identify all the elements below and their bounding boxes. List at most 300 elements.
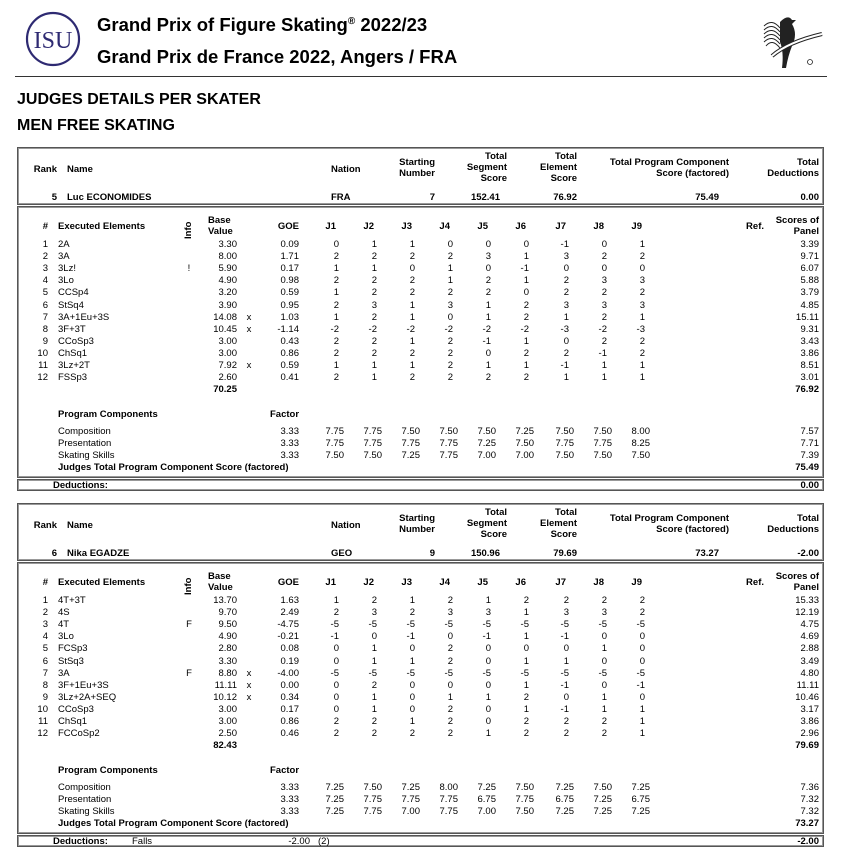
- judge-goe: 1: [447, 275, 453, 287]
- judge-goe: 3: [563, 607, 569, 619]
- bonus-marker: x: [246, 667, 252, 679]
- judge-component-score: 7.75: [439, 794, 458, 805]
- judge-goe: 2: [333, 347, 339, 359]
- judge-goe: -5: [482, 667, 491, 679]
- judge-goe: 0: [447, 679, 453, 691]
- elements-box: [17, 562, 824, 834]
- element-number: 10: [37, 347, 48, 359]
- number-header: Number: [399, 168, 435, 179]
- goe-value: -0.21: [277, 631, 299, 643]
- grand-prix-de-france-logo: [758, 12, 828, 74]
- judge-goe: 2: [333, 372, 339, 384]
- element-number: 2: [42, 251, 48, 263]
- element-code: FCSp3: [58, 643, 88, 655]
- judge-goe: -1: [560, 239, 569, 250]
- judge-header-6: J6: [515, 221, 526, 232]
- bonus-marker: x: [246, 311, 252, 323]
- judge-component-score: 7.50: [593, 782, 612, 793]
- judge-goe: 2: [601, 251, 607, 263]
- panel-score: 5.88: [800, 275, 819, 287]
- tpcs-header-2: Score (factored): [656, 168, 729, 179]
- judge-goe: 2: [601, 311, 607, 323]
- ref-header: Ref.: [746, 577, 764, 588]
- skater-rank: 5: [51, 192, 57, 203]
- judge-goe: 2: [563, 716, 569, 727]
- judge-component-score: 7.25: [325, 794, 344, 805]
- judge-goe: 0: [333, 655, 339, 667]
- judge-goe: 2: [333, 275, 339, 287]
- judge-goe: 1: [485, 691, 491, 703]
- judge-goe: 0: [447, 311, 453, 323]
- judge-goe: 0: [639, 655, 645, 667]
- judge-header-2: J2: [363, 221, 374, 232]
- judge-header-4: J4: [439, 577, 450, 588]
- judge-goe: 0: [601, 679, 607, 691]
- judge-component-score: 7.50: [363, 450, 382, 461]
- judge-component-score: 7.75: [325, 426, 344, 437]
- judges-total-pcs-label: Judges Total Program Component Score (factored): [58, 462, 289, 473]
- panel-score: 2.96: [800, 728, 819, 740]
- element-number: 3: [42, 619, 48, 631]
- component-factor: 3.33: [280, 450, 299, 461]
- segment-total-header: Total: [485, 507, 507, 518]
- judge-goe: 2: [601, 728, 607, 740]
- judge-goe: 0: [485, 643, 491, 655]
- judge-goe: 1: [523, 631, 529, 643]
- judge-component-score: 7.25: [325, 782, 344, 793]
- judge-component-score: 7.75: [363, 438, 382, 449]
- judge-component-score: 7.50: [325, 450, 344, 461]
- pcs-total: 73.27: [795, 818, 819, 829]
- judge-goe: 0: [639, 631, 645, 643]
- element-header: Element: [540, 518, 577, 529]
- judge-goe: 0: [639, 643, 645, 655]
- starting-number: 9: [429, 548, 435, 559]
- judge-component-score: 7.50: [555, 426, 574, 437]
- judge-goe: 2: [639, 335, 645, 347]
- judge-goe: 2: [523, 347, 529, 359]
- element-score-header: Score: [550, 173, 577, 184]
- judge-goe: 1: [523, 360, 529, 371]
- judge-component-score: 7.25: [593, 794, 612, 805]
- deduction-total: -2.00: [797, 836, 819, 847]
- judge-goe: 2: [371, 335, 377, 347]
- judge-goe: -2: [368, 323, 377, 335]
- base-value: 5.90: [218, 263, 237, 275]
- goe-value: -4.00: [277, 667, 299, 679]
- base-value: 9.50: [218, 619, 237, 631]
- element-code: 3Lo: [58, 275, 74, 287]
- judge-goe: 1: [639, 239, 645, 250]
- base-value: 4.90: [218, 275, 237, 287]
- judge-goe: 3: [447, 607, 453, 619]
- judge-goe: 0: [563, 691, 569, 703]
- judge-header-8: J8: [593, 577, 604, 588]
- element-number: 2: [42, 607, 48, 619]
- judge-goe: -2: [406, 323, 415, 335]
- judge-goe: 3: [639, 275, 645, 287]
- judge-goe: 1: [409, 299, 415, 311]
- judge-component-score: 7.00: [477, 806, 496, 817]
- judge-component-score: 7.75: [363, 426, 382, 437]
- element-code: StSq4: [58, 299, 84, 311]
- base-value: 3.90: [218, 299, 237, 311]
- judge-goe: 1: [563, 311, 569, 323]
- component-panel-score: 7.36: [800, 782, 819, 793]
- element-code: StSq3: [58, 655, 84, 667]
- judge-goe: 2: [485, 275, 491, 287]
- element-code: 4T+3T: [58, 595, 86, 606]
- judge-goe: 1: [563, 655, 569, 667]
- goe-value: 0.46: [280, 728, 299, 740]
- panel-score: 15.11: [795, 311, 819, 323]
- name-header: Name: [67, 520, 93, 531]
- judge-goe: 2: [523, 716, 529, 727]
- judge-goe: 2: [371, 347, 377, 359]
- factor-header: Factor: [270, 765, 300, 776]
- element-code: 4S: [58, 607, 70, 619]
- judge-goe: 1: [485, 360, 491, 371]
- ref-header: Ref.: [746, 221, 764, 232]
- judge-goe: -2: [598, 323, 607, 335]
- panel-header: Panel: [793, 226, 819, 237]
- component-name: Composition: [58, 426, 111, 437]
- skater-name: Luc ECONOMIDES: [67, 192, 152, 203]
- component-factor: 3.33: [280, 794, 299, 805]
- judge-goe: 1: [639, 372, 645, 384]
- skater-nation: FRA: [331, 192, 351, 203]
- judge-goe: 1: [601, 691, 607, 703]
- judge-goe: 2: [563, 347, 569, 359]
- judge-component-score: 7.50: [515, 438, 534, 449]
- header-divider: [15, 76, 827, 77]
- judge-goe: 2: [447, 643, 453, 655]
- judge-goe: -5: [330, 667, 339, 679]
- base-value: 10.45: [213, 323, 237, 335]
- judge-component-score: 6.75: [477, 794, 496, 805]
- judge-goe: -1: [560, 360, 569, 371]
- judge-goe: 1: [333, 287, 339, 299]
- judge-header-1: J1: [325, 577, 336, 588]
- judge-component-score: 8.25: [631, 438, 650, 449]
- component-panel-score: 7.71: [800, 438, 819, 449]
- base-header: Base: [208, 571, 231, 582]
- goe-value: 0.86: [280, 347, 299, 359]
- judge-goe: 0: [523, 287, 529, 299]
- judge-component-score: 6.75: [631, 794, 650, 805]
- judge-header-3: J3: [401, 577, 412, 588]
- panel-score: 3.39: [800, 239, 819, 250]
- judge-goe: 2: [523, 595, 529, 606]
- goe-value: 1.03: [280, 311, 299, 323]
- element-info: F: [186, 619, 192, 631]
- component-name: Skating Skills: [58, 806, 115, 817]
- panel-score: 4.75: [800, 619, 819, 631]
- panel-score: 3.79: [800, 287, 819, 299]
- judge-goe: 0: [563, 335, 569, 347]
- deductions-total-header: Total: [797, 157, 819, 168]
- judge-goe: -1: [560, 679, 569, 691]
- element-code: 3F+3T: [58, 323, 86, 335]
- judge-goe: -5: [406, 667, 415, 679]
- base-value: 8.80: [218, 667, 237, 679]
- goe-value: 0.98: [280, 275, 299, 287]
- component-panel-score: 7.57: [800, 426, 819, 437]
- judge-goe: -5: [560, 619, 569, 631]
- judge-goe: 2: [447, 372, 453, 384]
- rank-header: Rank: [33, 520, 57, 531]
- judge-component-score: 7.25: [477, 438, 496, 449]
- goe-value: 0.34: [280, 691, 299, 703]
- base-value: 2.50: [218, 728, 237, 740]
- goe-value: 0.41: [280, 372, 299, 384]
- number-header: Number: [399, 524, 435, 535]
- executed-elements-header: Executed Elements: [58, 577, 146, 588]
- goe-value: -4.75: [277, 619, 299, 631]
- judge-goe: -5: [406, 619, 415, 631]
- goe-value: 0.08: [280, 643, 299, 655]
- element-number: 8: [42, 679, 48, 691]
- panel-element-total: 79.69: [795, 740, 819, 752]
- total-pcs: 75.49: [695, 192, 719, 203]
- judge-goe: 3: [601, 299, 607, 311]
- judge-goe: 0: [639, 691, 645, 703]
- judge-goe: 2: [601, 716, 607, 727]
- base-value: 2.80: [218, 643, 237, 655]
- judge-goe: 1: [371, 643, 377, 655]
- judge-goe: 0: [485, 263, 491, 275]
- judge-goe: 1: [447, 691, 453, 703]
- judge-component-score: 7.50: [363, 782, 382, 793]
- judge-goe: 1: [371, 691, 377, 703]
- base-value: 11.11: [214, 679, 237, 691]
- judge-goe: 2: [447, 360, 453, 371]
- element-number: 8: [42, 323, 48, 335]
- panel-score: 3.43: [800, 335, 819, 347]
- component-factor: 3.33: [280, 782, 299, 793]
- judge-goe: 2: [563, 275, 569, 287]
- judge-header-8: J8: [593, 221, 604, 232]
- deduction-type: Falls: [132, 836, 153, 847]
- element-number: 11: [38, 360, 48, 371]
- judge-goe: 2: [639, 607, 645, 619]
- judge-component-score: 7.75: [555, 438, 574, 449]
- element-number: 5: [42, 287, 48, 299]
- judge-goe: 1: [485, 728, 491, 740]
- judge-goe: 2: [447, 655, 453, 667]
- deductions-label: Deductions:: [53, 836, 108, 847]
- judge-goe: 0: [563, 643, 569, 655]
- judge-goe: 1: [371, 703, 377, 715]
- judge-goe: 2: [371, 311, 377, 323]
- judge-header-1: J1: [325, 221, 336, 232]
- starting-header: Starting: [399, 513, 435, 524]
- base-value: 3.20: [218, 287, 237, 299]
- judge-goe: -1: [330, 631, 339, 643]
- base-value: 3.00: [218, 716, 237, 727]
- base-value: 3.30: [218, 239, 237, 250]
- judge-component-score: 7.50: [401, 426, 420, 437]
- element-code: 3Lz+2A+SEQ: [58, 691, 117, 703]
- element-number: 4: [42, 275, 48, 287]
- judge-goe: 1: [409, 335, 415, 347]
- goe-value: 0.59: [280, 360, 299, 371]
- judge-goe: -2: [520, 323, 529, 335]
- report-title: JUDGES DETAILS PER SKATER: [17, 91, 261, 108]
- deductions-total-header: Total: [797, 513, 819, 524]
- base-value: 3.00: [218, 335, 237, 347]
- judge-goe: -5: [598, 619, 607, 631]
- judge-goe: 2: [447, 347, 453, 359]
- element-number: 6: [42, 299, 48, 311]
- panel-score: 8.51: [800, 360, 819, 371]
- panel-score: 3.17: [800, 703, 819, 715]
- judge-goe: 0: [333, 679, 339, 691]
- judge-component-score: 7.25: [631, 782, 650, 793]
- judge-header-3: J3: [401, 221, 412, 232]
- judge-goe: 2: [523, 728, 529, 740]
- deduction-count: (2): [318, 836, 330, 847]
- element-code: 3Lz+2T: [58, 360, 90, 371]
- judge-goe: -1: [482, 335, 491, 347]
- judge-goe: 0: [371, 631, 377, 643]
- deductions-header: Deductions: [767, 168, 819, 179]
- tpcs-header-1: Total Program Component: [609, 157, 729, 168]
- total-segment-score: 152.41: [470, 192, 500, 203]
- judge-goe: 1: [485, 311, 491, 323]
- base-value: 14.08: [213, 311, 237, 323]
- judge-goe: 1: [523, 703, 529, 715]
- base-value: 7.92: [218, 360, 237, 371]
- judge-goe: 1: [601, 703, 607, 715]
- judge-header-9: J9: [631, 221, 642, 232]
- judge-goe: 2: [409, 287, 415, 299]
- element-number: 9: [42, 691, 48, 703]
- base-value: 8.00: [218, 251, 237, 263]
- judge-goe: 2: [333, 607, 339, 619]
- judge-goe: 3: [601, 275, 607, 287]
- judge-goe: 1: [523, 275, 529, 287]
- element-total-header: Total: [555, 151, 577, 162]
- judge-component-score: 7.00: [477, 450, 496, 461]
- judge-goe: 2: [371, 251, 377, 263]
- scores-of-header: Scores of: [775, 215, 819, 226]
- deduction-total: 0.00: [800, 480, 819, 491]
- component-factor: 3.33: [280, 426, 299, 437]
- judge-goe: 0: [523, 643, 529, 655]
- panel-score: 10.46: [795, 691, 819, 703]
- total-segment-score: 150.96: [470, 548, 500, 559]
- panel-score: 3.86: [800, 347, 819, 359]
- goe-value: 0.19: [280, 655, 299, 667]
- goe-value: -1.14: [277, 323, 299, 335]
- judge-goe: 1: [563, 372, 569, 384]
- judge-goe: -5: [444, 667, 453, 679]
- judge-goe: -1: [598, 347, 607, 359]
- judge-goe: 1: [333, 311, 339, 323]
- info-header: Info: [183, 221, 194, 239]
- judge-goe: 0: [485, 347, 491, 359]
- rank-header: Rank: [33, 164, 57, 175]
- judge-component-score: 7.75: [515, 794, 534, 805]
- judge-component-score: 7.75: [363, 794, 382, 805]
- total-pcs: 73.27: [695, 548, 719, 559]
- skater-name: Nika EGADZE: [67, 548, 130, 559]
- base-value: 4.90: [218, 631, 237, 643]
- panel-header: Panel: [793, 582, 819, 593]
- base-value: 10.12: [213, 691, 237, 703]
- goe-value: 0.43: [280, 335, 299, 347]
- goe-value: 1.63: [280, 595, 299, 606]
- judge-goe: -2: [330, 323, 339, 335]
- goe-value: 0.59: [280, 287, 299, 299]
- element-number: 1: [42, 595, 48, 606]
- segment-score-header: Score: [480, 173, 507, 184]
- base-value: 2.60: [218, 372, 237, 384]
- panel-score: 3.49: [800, 655, 819, 667]
- judge-component-score: 7.25: [555, 806, 574, 817]
- judge-goe: 0: [485, 679, 491, 691]
- nation-header: Nation: [331, 164, 361, 175]
- element-number: 3: [42, 263, 48, 275]
- judge-goe: 0: [563, 263, 569, 275]
- bonus-marker: x: [246, 360, 252, 371]
- judge-goe: 1: [371, 239, 377, 250]
- judge-goe: 2: [371, 287, 377, 299]
- hash-header: #: [42, 577, 48, 588]
- event-title: Grand Prix de France 2022, Angers / FRA: [97, 46, 458, 67]
- component-name: Presentation: [58, 794, 112, 805]
- judge-goe: 0: [409, 679, 415, 691]
- judge-component-score: 7.25: [555, 782, 574, 793]
- judge-goe: 2: [523, 691, 529, 703]
- judge-component-score: 7.25: [515, 426, 534, 437]
- starting-header: Starting: [399, 157, 435, 168]
- judge-goe: 1: [409, 595, 415, 606]
- element-number: 12: [37, 728, 48, 740]
- element-number: 6: [42, 655, 48, 667]
- judge-component-score: 7.75: [439, 806, 458, 817]
- judge-goe: 1: [333, 595, 339, 606]
- judge-component-score: 7.50: [515, 806, 534, 817]
- panel-score: 3.86: [800, 716, 819, 727]
- judge-goe: -5: [330, 619, 339, 631]
- judge-component-score: 7.50: [515, 782, 534, 793]
- factor-header: Factor: [270, 409, 300, 420]
- element-number: 9: [42, 335, 48, 347]
- judge-goe: -2: [482, 323, 491, 335]
- element-header: Element: [540, 162, 577, 173]
- judge-goe: 2: [485, 287, 491, 299]
- element-code: 3A: [58, 667, 70, 679]
- component-panel-score: 7.32: [800, 806, 819, 817]
- isu-logo: [24, 10, 82, 68]
- element-number: 4: [42, 631, 48, 643]
- judge-goe: 3: [371, 299, 377, 311]
- judge-goe: 0: [409, 703, 415, 715]
- judge-goe: -5: [368, 667, 377, 679]
- judge-goe: 3: [639, 299, 645, 311]
- base-value: 3.30: [218, 655, 237, 667]
- total-element-score: 76.92: [553, 192, 577, 203]
- judge-goe: -5: [482, 619, 491, 631]
- goe-value: 0.09: [280, 239, 299, 250]
- segment-title: MEN FREE SKATING: [17, 117, 175, 134]
- judge-goe: -5: [560, 667, 569, 679]
- judge-component-score: 7.00: [515, 450, 534, 461]
- judge-component-score: 7.75: [439, 450, 458, 461]
- judge-goe: 1: [639, 360, 645, 371]
